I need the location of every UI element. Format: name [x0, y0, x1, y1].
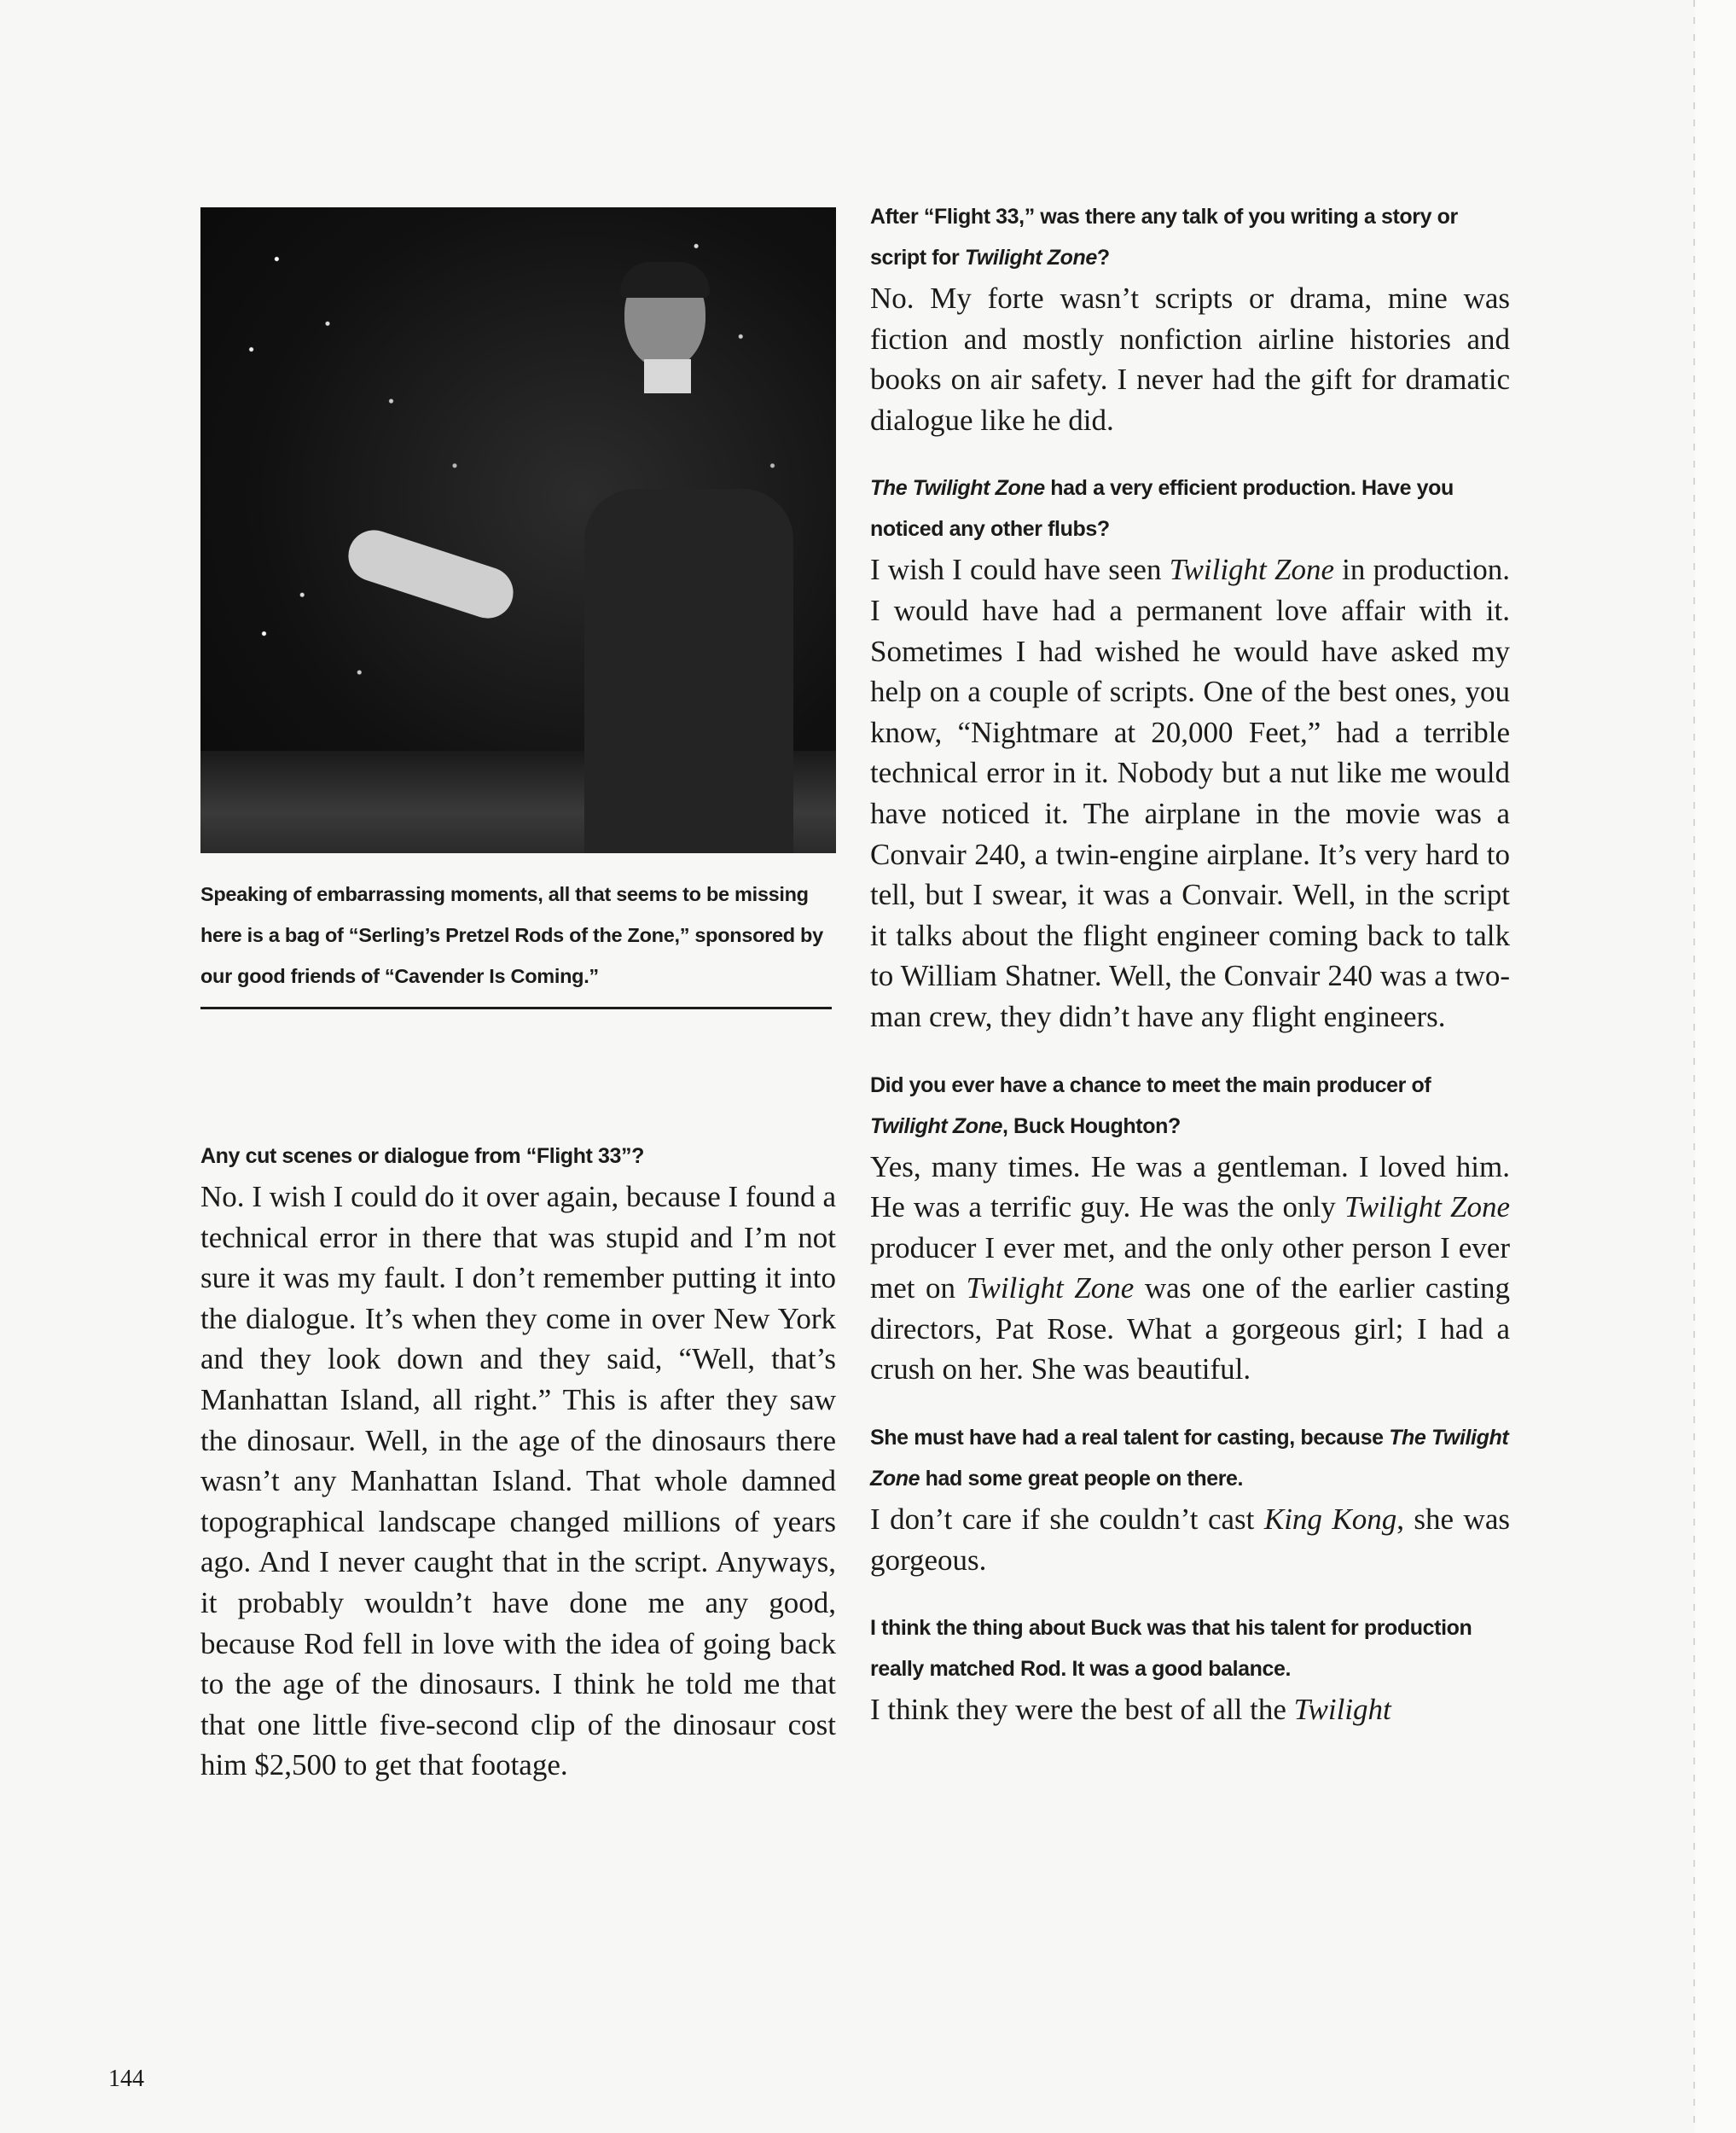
figure-suit: [584, 489, 793, 853]
question-title: Twilight Zone: [964, 246, 1097, 270]
question-text: After “Flight 33,” was there any talk of you writing a story or script for: [870, 205, 1458, 270]
answer-title: Twilight Zone: [1344, 1190, 1511, 1224]
answer: [870, 549, 1510, 1037]
answer: [870, 1499, 1510, 1580]
question-title: The Twilight Zone: [870, 1426, 1509, 1491]
question-text: She must have had a real talent for casting, because: [870, 1426, 1390, 1450]
question-text: had a very efficient production. Have you noticed any other flubs?: [870, 476, 1454, 542]
answer: No. I wish I could do it over again, because I found a technical error in there that was stupid and I’m not sure it was my fault. I don’t remember putting it into the dialogue. It’s when they come in over New York and they look down and they said, “Well, that’s Manhattan Island, all right.” This is after they saw the dinosaur. Well, in the age of the dinosaurs there wasn’t any Manhattan Island. That whole damned topographical landscape changed millions of years ago. And I never caught that in the script. Anyways, it probably wouldn’t have done me any good, because Rod fell in love with the idea of going back to the age of the dinosaurs. I think he told me that that one little five-second clip of the dinosaur cost him $2,500 to get that footage.: [200, 1180, 836, 1782]
caption-rule: [200, 1007, 832, 1009]
qa-block: [870, 1607, 1510, 1730]
answer-text: in production. I would have had a permanent love affair with it. Sometimes I had wished he would have asked my help on a couple of scripts. One of the best ones, you know, “Nightmare at 20,000 Feet,” had a terrible technical error in it. Nobody but a nut like me would have noticed it. The airplane in the movie was a Convair 240, a twin-engine airplane. It’s very hard to tell, but I swear, it was a Convair. Well, in the script it talks about the flight engineer coming back to talk to William Shatner. Well, the Convair 240 was a two-man crew, they didn’t have any flight engineers.: [870, 553, 1510, 1033]
answer: No. My forte wasn’t scripts or drama, mine was fiction and mostly nonfiction airline histories and books on air safety. I never had the gift for dramatic dialogue like he did.: [870, 282, 1510, 437]
qa-block: [870, 196, 1510, 440]
answer: [870, 1689, 1510, 1730]
right-column: [870, 196, 1510, 1758]
qa-block: [870, 1417, 1510, 1580]
answer-text: was one of the earlier casting directors, Pat Rose. What a gorgeous girl; I had a crush on her. She was beautiful.: [870, 1271, 1511, 1386]
question: [870, 468, 1510, 549]
answer-title: Twilight Zone: [1169, 553, 1334, 587]
binding-perforation: [1693, 0, 1695, 2133]
left-column: [200, 207, 836, 1813]
question-text: ?: [1096, 246, 1110, 270]
answer-title: Twilight: [1293, 1693, 1391, 1727]
page-edge: [1695, 0, 1736, 2133]
figure-collar: [644, 359, 691, 393]
qa-block: [870, 468, 1510, 1037]
question: Any cut scenes or dialogue from “Flight 33”?: [200, 1144, 644, 1168]
question-title: The Twilight Zone: [870, 476, 1045, 501]
figure-hair: [620, 262, 710, 298]
photo-rod-serling: [200, 207, 836, 853]
question-text: Did you ever have a chance to meet the main producer of: [870, 1072, 1431, 1097]
question-text: had some great people on there.: [920, 1467, 1244, 1491]
answer-title: King Kong: [1263, 1502, 1397, 1537]
photo-caption: Speaking of embarrassing moments, all that seems to be missing here is a bag of “Serling’s Pretzel Rods of the Zone,” sponsored by our good friends of “Cavender Is Coming.”: [200, 883, 823, 987]
qa-block: [200, 1136, 836, 1786]
question: [870, 196, 1510, 278]
answer-text: I don’t care if she couldn’t cast: [870, 1502, 1264, 1537]
answer-text: , she was gorgeous.: [870, 1502, 1510, 1577]
answer-title: Twilight Zone: [966, 1271, 1135, 1305]
question-text: , Buck Houghton?: [1002, 1113, 1181, 1138]
answer-text: I wish I could have seen: [870, 553, 1170, 587]
page-number: 144: [108, 2066, 144, 2092]
qa-block: [870, 1065, 1510, 1391]
question: I think the thing about Buck was that his talent for production really matched Rod. It was a good balance.: [870, 1616, 1472, 1682]
answer-text: producer I ever met, and the only other person I ever met on: [870, 1230, 1510, 1305]
question: [870, 1417, 1510, 1499]
question: [870, 1065, 1510, 1147]
figure-hands: [342, 524, 520, 625]
answer: [870, 1147, 1510, 1391]
question-title: Twilight Zone: [870, 1113, 1002, 1138]
answer-text: Yes, many times. He was a gentleman. I loved him. He was a terrific guy. He was the only: [870, 1149, 1510, 1224]
answer-text: I think they were the best of all the: [870, 1693, 1294, 1727]
